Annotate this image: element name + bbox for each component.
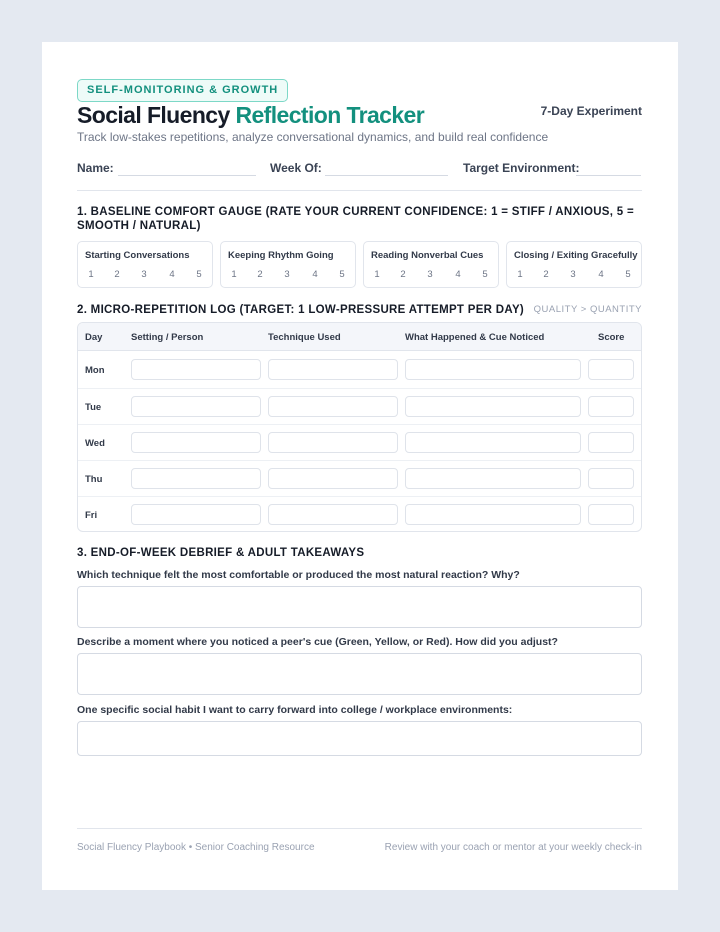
column-header-score: Score (598, 332, 625, 343)
setting-input[interactable] (131, 432, 261, 453)
header-divider (77, 190, 642, 191)
name-field[interactable] (118, 175, 256, 176)
score-input[interactable] (588, 504, 634, 525)
notes-input[interactable] (405, 432, 581, 453)
table-row (78, 496, 641, 532)
setting-input[interactable] (131, 359, 261, 380)
quality-note: QUALITY > QUANTITY (533, 304, 642, 315)
gauge-label: Reading Nonverbal Cues (371, 250, 484, 261)
rating-option[interactable]: 3 (141, 269, 147, 280)
gauge-card-nonverbal (363, 241, 499, 288)
day-label: Wed (85, 438, 105, 449)
gauge-card-closing (506, 241, 642, 288)
title-accent: Reflection Tracker (235, 102, 425, 128)
technique-input[interactable] (268, 504, 398, 525)
gauge-section-title: 1. BASELINE COMFORT GAUGE (RATE YOUR CURRENT CONFIDENCE: 1 = STIFF / ANXIOUS, 5 = SMOOTH / NATURAL) (77, 206, 634, 232)
notes-input[interactable] (405, 468, 581, 489)
technique-input[interactable] (268, 396, 398, 417)
rating-option[interactable]: 2 (543, 269, 549, 280)
score-input[interactable] (588, 359, 634, 380)
page-subtitle: Track low-stakes repetitions, analyze conversational dynamics, and build real confidence (77, 130, 549, 144)
footer-instruction: Review with your coach or mentor at your weekly check-in (384, 842, 642, 853)
day-label: Mon (85, 365, 105, 376)
rating-option[interactable]: 5 (196, 269, 202, 280)
rating-option[interactable]: 5 (625, 269, 631, 280)
debrief-question-1: Which technique felt the most comfortable or produced the most natural reaction? Why? (77, 569, 520, 581)
day-label: Tue (85, 402, 102, 413)
gauge-card-rhythm (220, 241, 356, 288)
rating-option[interactable]: 1 (88, 269, 94, 280)
gauge-label: Keeping Rhythm Going (228, 250, 334, 261)
rating-option[interactable]: 2 (257, 269, 263, 280)
column-header-day: Day (85, 332, 103, 343)
setting-input[interactable] (131, 468, 261, 489)
category-badge: SELF-MONITORING & GROWTH (77, 79, 288, 102)
table-row (78, 424, 641, 460)
repetition-log-table (77, 322, 642, 532)
rating-option[interactable]: 1 (231, 269, 237, 280)
table-row (78, 388, 641, 424)
rating-option[interactable]: 3 (570, 269, 576, 280)
rating-option[interactable]: 2 (114, 269, 120, 280)
setting-input[interactable] (131, 504, 261, 525)
log-section-title: 2. MICRO-REPETITION LOG (TARGET: 1 LOW-PRESSURE ATTEMPT PER DAY) (77, 304, 525, 316)
environment-field[interactable] (576, 175, 641, 176)
gauge-card-starting (77, 241, 213, 288)
week-label: Week Of: (270, 161, 322, 175)
rating-option[interactable]: 4 (169, 269, 175, 280)
table-row (78, 352, 641, 388)
day-label: Fri (85, 510, 98, 521)
table-header (78, 323, 641, 351)
name-label: Name: (77, 161, 114, 175)
table-row (78, 460, 641, 496)
column-header-technique: Technique Used (268, 332, 341, 343)
debrief-section-title: 3. END-OF-WEEK DEBRIEF & ADULT TAKEAWAYS (77, 547, 365, 559)
rating-option[interactable]: 1 (374, 269, 380, 280)
column-header-setting: Setting / Person (131, 332, 204, 343)
column-header-notes: What Happened & Cue Noticed (405, 332, 545, 343)
footer-divider (77, 828, 642, 829)
technique-input[interactable] (268, 468, 398, 489)
setting-input[interactable] (131, 396, 261, 417)
rating-option[interactable]: 4 (598, 269, 604, 280)
environment-label: Target Environment: (463, 161, 580, 175)
rating-option[interactable]: 1 (517, 269, 523, 280)
page-title (77, 102, 424, 129)
rating-option[interactable]: 2 (400, 269, 406, 280)
technique-input[interactable] (268, 432, 398, 453)
debrief-answer-3[interactable] (77, 721, 642, 756)
gauge-label: Starting Conversations (85, 250, 190, 261)
notes-input[interactable] (405, 359, 581, 380)
day-label: Thu (85, 474, 103, 485)
score-input[interactable] (588, 468, 634, 489)
debrief-answer-1[interactable] (77, 586, 642, 628)
debrief-question-2: Describe a moment where you noticed a peer's cue (Green, Yellow, or Red). How did you adjust? (77, 636, 558, 648)
debrief-question-3: One specific social habit I want to carry forward into college / workplace environments: (77, 704, 513, 716)
footer-source: Social Fluency Playbook • Senior Coaching Resource (77, 842, 315, 853)
technique-input[interactable] (268, 359, 398, 380)
week-field[interactable] (325, 175, 448, 176)
gauge-label: Closing / Exiting Gracefully (514, 250, 638, 261)
debrief-answer-2[interactable] (77, 653, 642, 695)
title-main: Social Fluency (77, 102, 230, 128)
notes-input[interactable] (405, 396, 581, 417)
experiment-duration: 7-Day Experiment (540, 104, 642, 118)
rating-option[interactable]: 3 (284, 269, 290, 280)
worksheet-page (42, 42, 678, 890)
rating-option[interactable]: 3 (427, 269, 433, 280)
rating-option[interactable]: 4 (312, 269, 318, 280)
notes-input[interactable] (405, 504, 581, 525)
score-input[interactable] (588, 396, 634, 417)
rating-option[interactable]: 5 (482, 269, 488, 280)
rating-option[interactable]: 5 (339, 269, 345, 280)
score-input[interactable] (588, 432, 634, 453)
rating-option[interactable]: 4 (455, 269, 461, 280)
